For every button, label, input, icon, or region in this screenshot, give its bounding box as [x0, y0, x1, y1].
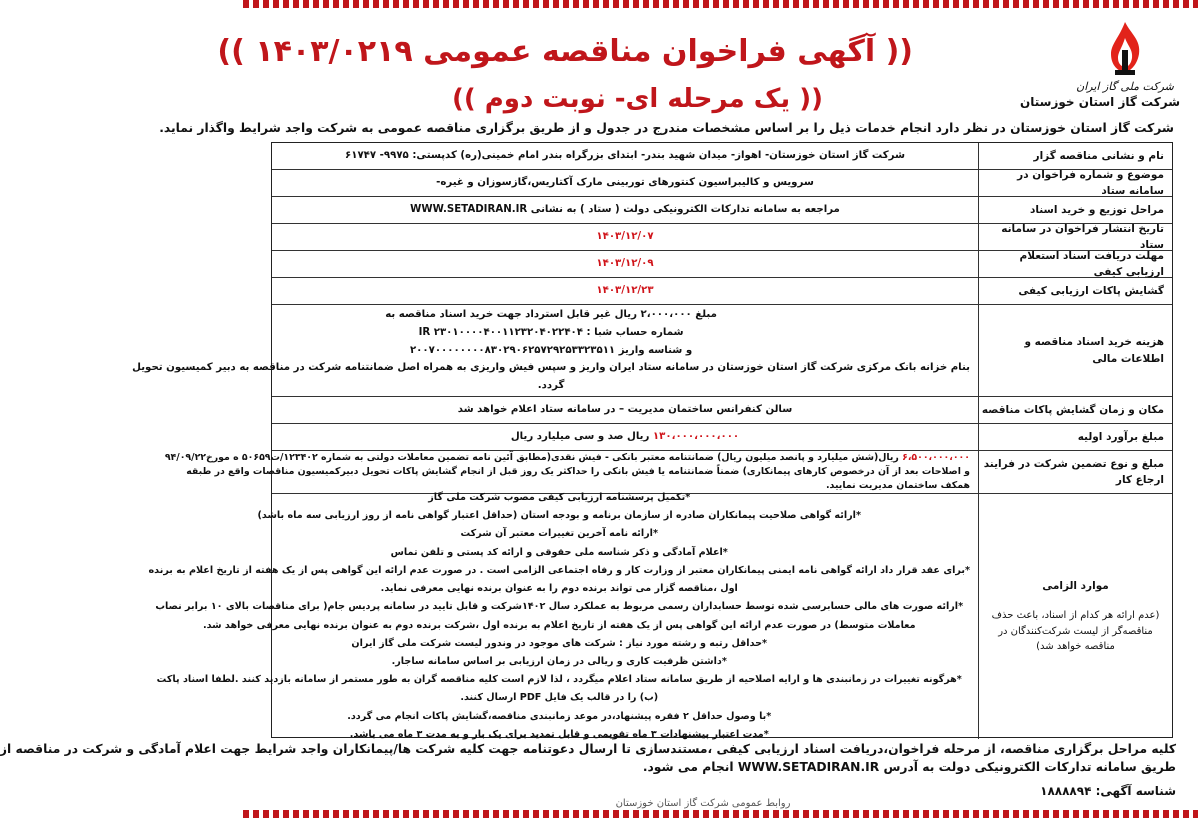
tender-table [132, 142, 1173, 740]
row-label: تاریخ انتشار فراخوان در سامانه ستاد [978, 224, 1172, 250]
header [217, 0, 1198, 130]
requirements-list [141, 491, 978, 740]
list-item: *هرگونه تغییرات در زمانبندی ها و ارایه اصلاحیه از طریق سامانه ستاد اعلام میگردد ، لذا لازم است کلیه مناقصه گران به طور مستمر از سامانه بازدید کنند .لطفا اسناد پاکت [156, 674, 962, 686]
table-row [132, 305, 1172, 397]
row-value: ۱۴۰۳/۱۲/۲۳ [596, 285, 654, 297]
list-item: اول ،مناقصه گزار می تواند برنده دوم را به عنوان برنده نهایی معرفی نماید. [380, 583, 738, 595]
company-logo [1020, 20, 1180, 109]
list-item: *تکمیل پرسشنامه ارزیابی کیفی مصوب شرکت ملی گاز [428, 491, 691, 503]
row-value: سرویس و کالیبراسیون کنتورهای توربینی مارک آکتاریس،گازسوزان و غیره- [436, 177, 814, 189]
table-row [272, 397, 1172, 424]
list-item: *داشتن ظرفیت کاری و ریالی در زمان ارزیابی بر اساس سامانه ساجار. [391, 655, 727, 667]
bottom-border [243, 810, 1198, 818]
table-row [148, 491, 1172, 740]
row-label: مراحل توزیع و خرید اسناد [978, 197, 1172, 223]
logo-script: شرکت ملی گاز ایران [1076, 80, 1174, 93]
row-label: مکان و زمان گشایش پاکات مناقصه [978, 397, 1172, 423]
flame-icon [1101, 20, 1149, 78]
sub-title: (( یک مرحله ای- نوبت دوم )) [451, 84, 823, 114]
row-value: مراجعه به سامانه تدارکات الکترونیکی دولت ( ستاد ) به نشانی WWW.SETADIRAN.IR [410, 204, 840, 216]
list-item: *اعلام آمادگی و ذکر شناسه ملی حقوقی و ارائه کد پستی و تلفن تماس [390, 546, 728, 558]
row-value: ۶،۵۰۰،۰۰۰،۰۰۰ ریال(شش میلیارد و پانصد میلیون ریال) ضمانتنامه معتبر بانکی - فیش نقدی(مطابق آئین نامه تضمین معاملات دولتی به شماره ۱۲۳۴۰۲/ت۵۰۶۵۹ ه مورخ۹۴/۰۹/۲۲ و اصلاحات بعد از آن درخصوص کارهای پیمانکاری) ضمناً ضمانتنامه یا فیش بانکی را حداکثر یک روز قبل از انجام گشایش پاکات تحویل دبیرکمیسیون مناقصات واقع در طبقه همکف ساختمان مدیریت نمایید. [164, 451, 970, 492]
list-item: *مدت اعتبار پیشنهادات ۳ ماه تقویمی و قابل تمدید برای یک بار و به مدت ۳ ماه می باشد. [349, 728, 769, 740]
list-item: معاملات متوسط) در صورت عدم ارائه این گواهی پس از یک هفته از تاریخ اعلام به برنده اول ،شرکت برنده دوم به عنوان برنده نهایی معرفی خواهد شد. [202, 619, 916, 631]
list-item: *حداقل رتبه و رشته مورد نیاز : شرکت های موجود در وندور لیست شرکت ملی گاز ایران [351, 637, 768, 649]
ad-number: شناسه آگهی: ۱۸۸۸۸۹۴ [1040, 784, 1176, 798]
row-label: نام و نشانی مناقصه گزار [978, 143, 1172, 169]
list-item: *ارائه گواهی صلاحیت پیمانکاران صادره از سازمان برنامه و بودجه استان (حداقل اعتبار گواهی نامه از روز ارزیابی سه ماه باشد) [257, 510, 861, 522]
list-item: *ارائه نامه آخرین تغییرات معتبر آن شرکت [460, 528, 658, 540]
row-value: ۱۴۰۳/۱۲/۰۹ [596, 258, 654, 270]
row-label: هزینه خرید اسناد مناقصه و اطلاعات مالی [978, 305, 1172, 396]
row-value: سالن کنفرانس ساختمان مدیریت – در سامانه ستاد اعلام خواهد شد [457, 404, 793, 416]
table-row [272, 278, 1172, 305]
list-item: (ب) را در قالب یک فایل PDF ارسال کنند. [460, 692, 659, 704]
table-row [164, 451, 1172, 494]
amount: ۶،۵۰۰،۰۰۰،۰۰۰ [902, 451, 970, 463]
table-row [272, 251, 1172, 278]
row-value: ۱۳۰،۰۰۰،۰۰۰،۰۰۰ ریال صد و سی میلیارد ریال [510, 431, 740, 443]
row-label: موضوع و شماره فراخوان در سامانه ستاد [978, 170, 1172, 196]
table-row [272, 170, 1172, 197]
row-value: شرکت گاز استان خوزستان- اهواز- میدان شهید بندر- ابتدای بزرگراه بندر امام خمینی(ره) کدپستی: ۹۹۷۵- ۶۱۷۴۷ [345, 150, 905, 162]
row-label: گشایش پاکات ارزیابی کیفی [978, 278, 1172, 304]
row-value: ۱۴۰۳/۱۲/۰۷ [596, 231, 654, 243]
row-label: مبلغ و نوع تضمین شرکت در فرایند ارجاع کار [978, 451, 1172, 493]
main-title: (( آگهی فراخوان مناقصه عمومی ۱۴۰۳/۰۲۱۹ )) [217, 34, 913, 69]
table-row [272, 424, 1172, 451]
footer-text: کلیه مراحل برگزاری مناقصه، از مرحله فراخوان،دریافت اسناد ارزیابی کیفی ،مستندسازی تا ارسال دعوتنامه جهت کلیه شرکت ها/پیمانکاران واجد شرایط جهت اعلام آمادگی و شرکت در مناقصه از طریق سامانه تدارکات الکترونیکی دولت به آدرس WWW.SETADIRAN.IR انجام می شود. [0, 742, 1176, 774]
intro-text: شرکت گاز استان خوزستان در نظر دارد انجام خدمات ذیل را بر اساس مشخصات مندرج در جدول و از طریق برگزاری مناقصه عمومی به شرکت واجد شرایط واگذار نماید. [159, 121, 1174, 135]
list-item: *ارائه صورت های مالی حسابرسی شده توسط حسابداران رسمی مربوط به عملکرد سال ۱۴۰۲شرکت و قابل تایید در سامانه پردیس جام( برای مناقصات بالای ۱۰ برابر نصاب [155, 601, 964, 613]
list-item: *با وصول حداقل ۲ فقره پیشنهاد،در موعد زمانبندی مناقصه،گشایش پاکات انجام می گردد. [347, 710, 772, 722]
company-name: شرکت گاز استان خوزستان [1020, 95, 1180, 109]
public-relations-caption: روابط عمومی شرکت گاز استان خوزستان [615, 798, 791, 809]
row-label: مبلغ برآورد اولیه [978, 424, 1172, 450]
row-label: مهلت دریافت اسناد استعلام ارزیابی کیفی [978, 251, 1172, 277]
row-value: مبلغ ۲،۰۰۰،۰۰۰ ریال غیر قابل استرداد جهت خرید اسناد مناقصه به شماره حساب شبا : IR ۲۳۰۱۰۰۰۰۴۰۰۱۱۲۳۲۰۴۰۲۲۴۰۴ و شناسه واریز ۲۰۰۷۰۰۰۰۰۰۰۰۸۳۰۲۹۰۶۲۵۷۲۹۲۵۳۳۲۳۵۱۱ بنام خزانه بانک مرکزی شرکت گاز استان خوزستان در سامانه ستاد ایران واریز و سپس فیش واریزی به همراه اصل ضمانتنامه شرکت در مناقصه به دبیر کمیسیون تحویل گردد. [132, 308, 970, 392]
amount: ۱۳۰،۰۰۰،۰۰۰،۰۰۰ [652, 431, 740, 443]
list-item: *برای عقد قرار داد ارائه گواهی نامه ایمنی پیمانکاران معتبر از وزارت کار و رفاه اجتماعی الزامی است . در صورت عدم ارائه این گواهی پس از یک هفته از تاریخ اعلام به برنده [148, 564, 970, 576]
row-label: موارد الزامی (عدم ارائه هر کدام از اسناد، باعث حذف مناقصه‌گر از لیست شرکت‌کنندگان در مناقصه خواهد شد) [978, 494, 1172, 739]
